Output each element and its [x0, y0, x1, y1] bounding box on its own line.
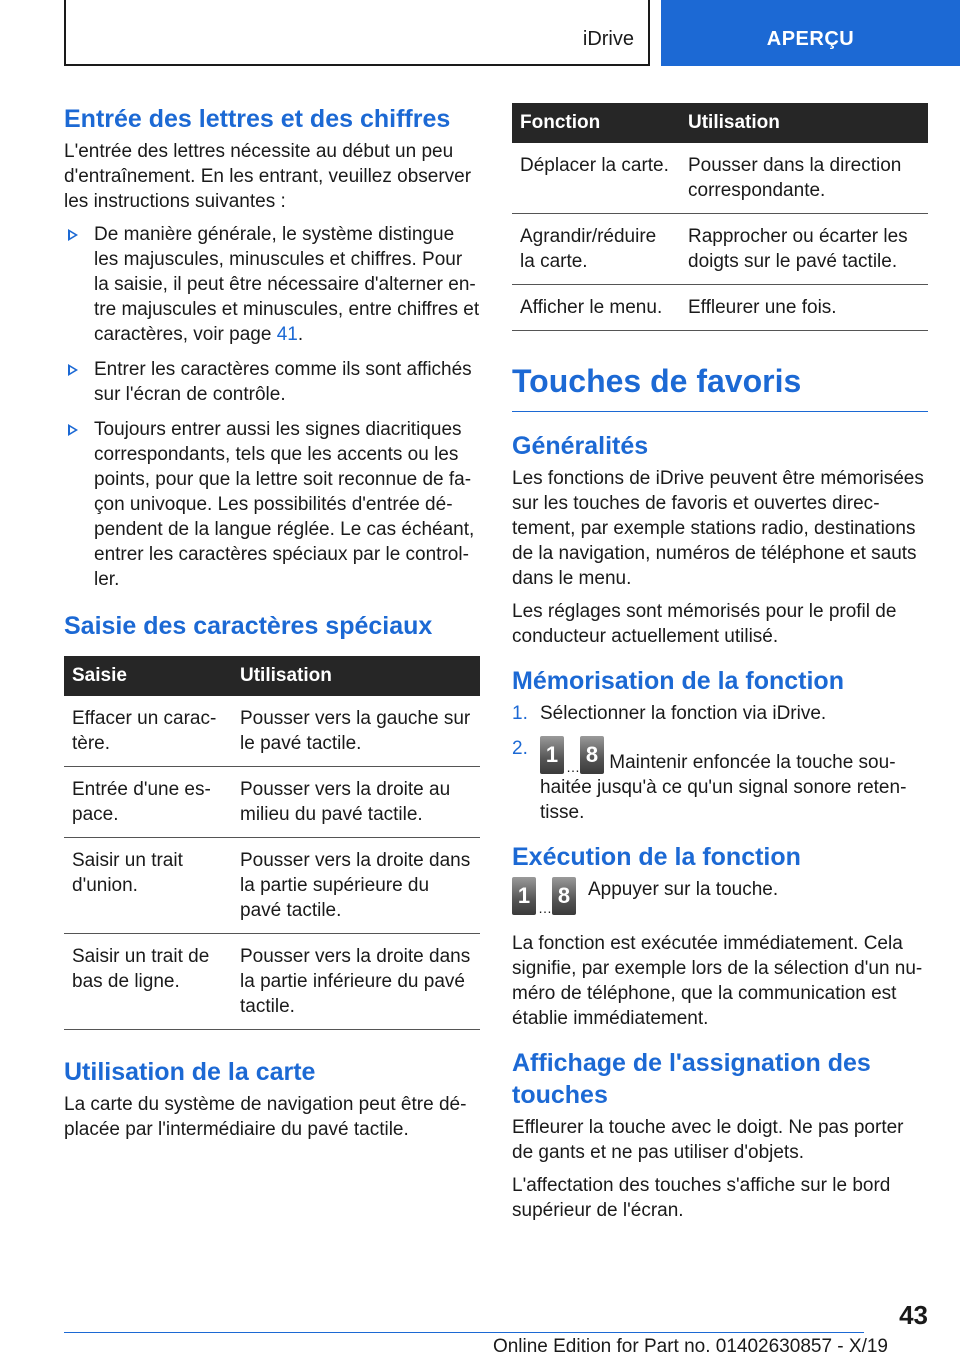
header-section-label: iDrive [582, 28, 634, 50]
table-row [64, 838, 480, 934]
table-cell: Saisir un trait d'union. [64, 838, 232, 934]
table-row [64, 934, 480, 1030]
list-item: Toujours entrer aussi les signes diacritiques correspondants, tels que les accents ou les points, pour que la lettre soit reconnue de façon univoque. Les possibilités d'entrée dépendent de la langue réglée. Le cas échéant, entrer les caractères spéciaux par le controller. [64, 417, 480, 592]
table-header-cell: Saisie [64, 656, 232, 696]
favorite-keys-icon: 1 … 8 [540, 736, 604, 774]
table-cell: Pousser vers la gauche sur le pavé tactile. [232, 696, 480, 767]
triangle-bullet-icon [68, 364, 78, 376]
header-section-tab [64, 0, 650, 66]
header-chapter-label: APERÇU [766, 28, 855, 50]
letters-bullet-list [64, 222, 480, 592]
table-header-cell: Utilisation [680, 103, 928, 143]
table-cell: Rapprocher ou écarter les doigts sur le pavé tactile. [680, 214, 928, 285]
list-item: 1. Sélectionner la fonction via iDrive. [512, 703, 827, 724]
table-cell: Pousser dans la direction correspondante. [680, 143, 928, 214]
table-header-cell: Utilisation [232, 656, 480, 696]
table-cell: Pousser vers la droite au milieu du pavé tactile. [232, 767, 480, 838]
table-cell: Entrée d'une espace. [64, 767, 232, 838]
table-cell: Pousser vers la droite dans la partie supérieure du pavé tactile. [232, 838, 480, 934]
execute-paragraph: La fonction est exécutée immédiatement. Cela signifie, par exemple lors de la sélection d'un numéro de téléphone, que la communication est établie immédiatement. [512, 933, 923, 1029]
header-chapter-tab [661, 0, 960, 66]
page-link[interactable]: 41 [276, 324, 298, 345]
list-item: Entrer les caractères comme ils sont affichés sur l'écran de contrôle. [64, 357, 480, 407]
table-row [512, 214, 928, 285]
triangle-bullet-icon [68, 424, 78, 436]
footer-edition: Online Edition for Part no. 01402630857 - X/19 [492, 1336, 888, 1357]
table-cell: Effleurer une fois. [680, 285, 928, 331]
right-column [512, 103, 928, 1231]
favorite-key-8-icon: 8 [580, 736, 604, 774]
table-cell: Effacer un caractère. [64, 696, 232, 767]
table-row [512, 285, 928, 331]
table-cell: Agrandir/réduire la carte. [512, 214, 680, 285]
table-header-cell: Fonction [512, 103, 680, 143]
execute-instruction: Appuyer sur la touche. [588, 879, 779, 900]
section-title-letters: Entrée des lettres et des chiffres [64, 105, 451, 133]
table-row [512, 143, 928, 214]
table-cell: Déplacer la carte. [512, 143, 680, 214]
table-cell: Saisir un trait de bas de ligne. [64, 934, 232, 1030]
display-paragraph-1: Effleurer la touche avec le doigt. Ne pas porter de gants et ne pas utiliser d'objets. [512, 1117, 904, 1163]
table-cell: Afficher le menu. [512, 285, 680, 331]
footer-divider [64, 1332, 864, 1333]
section-title-special-chars: Saisie des caractères spéciaux [64, 612, 433, 640]
step-number: 2. [512, 738, 528, 759]
map-functions-table [512, 103, 928, 331]
section-title-display: Affichage de l'assignation des touches [512, 1049, 871, 1109]
section-title-map: Utilisation de la carte [64, 1058, 316, 1086]
favorite-key-1-icon: 1 [540, 736, 564, 774]
letters-intro: L'entrée des lettres nécessite au début un peu d'entraînement. En les entrant, veuillez observer les instructions suivantes : [64, 141, 472, 212]
favorite-key-1-icon: 1 [512, 877, 536, 915]
execute-icon-row [512, 877, 928, 917]
section-title-general: Généralités [512, 432, 649, 460]
general-paragraph-2: Les réglages sont mémorisés pour le profil de conducteur actuellement utilisé. [512, 601, 897, 647]
table-row [64, 767, 480, 838]
table-header-row [64, 656, 480, 696]
favorite-keys-icon: 1 … 8 [512, 877, 576, 915]
page-number: 43 [899, 1300, 928, 1330]
list-item: De manière générale, le système distingue les majuscules, minuscules et chiffres. Pour la saisie, il peut être nécessaire d'alterner entre majuscules et minuscules, entre chiffres et caractères, voir page 41. [64, 222, 480, 347]
step-number: 1. [512, 703, 528, 724]
table-header-row [512, 103, 928, 143]
left-column [64, 103, 480, 1150]
map-text: La carte du système de navigation peut être déplacée par l'intermédiaire du pavé tactile. [64, 1094, 467, 1140]
section-title-execute: Exécution de la fonction [512, 843, 801, 871]
chapter-title: Touches de favoris [512, 361, 928, 412]
general-paragraph-1: Les fonctions de iDrive peuvent être mémorisées sur les touches de favoris et ouvertes directement, par exemple stations radio, destinations de la navigation, numéros de téléphone et sauts dans le menu. [512, 468, 924, 589]
list-item: 2. 1 … 8 Maintenir enfoncée la touche souhaitée jusqu'à ce qu'un signal sonore retentisse. [512, 738, 907, 823]
table-cell: Pousser vers la droite dans la partie inférieure du pavé tactile. [232, 934, 480, 1030]
favorite-key-8-icon: 8 [552, 877, 576, 915]
triangle-bullet-icon [68, 229, 78, 241]
memorize-steps [512, 701, 928, 825]
special-chars-table [64, 656, 480, 1030]
display-paragraph-2: L'affectation des touches s'affiche sur le bord supérieur de l'écran. [512, 1175, 891, 1221]
table-row [64, 696, 480, 767]
section-title-memorize: Mémorisation de la fonction [512, 667, 844, 695]
